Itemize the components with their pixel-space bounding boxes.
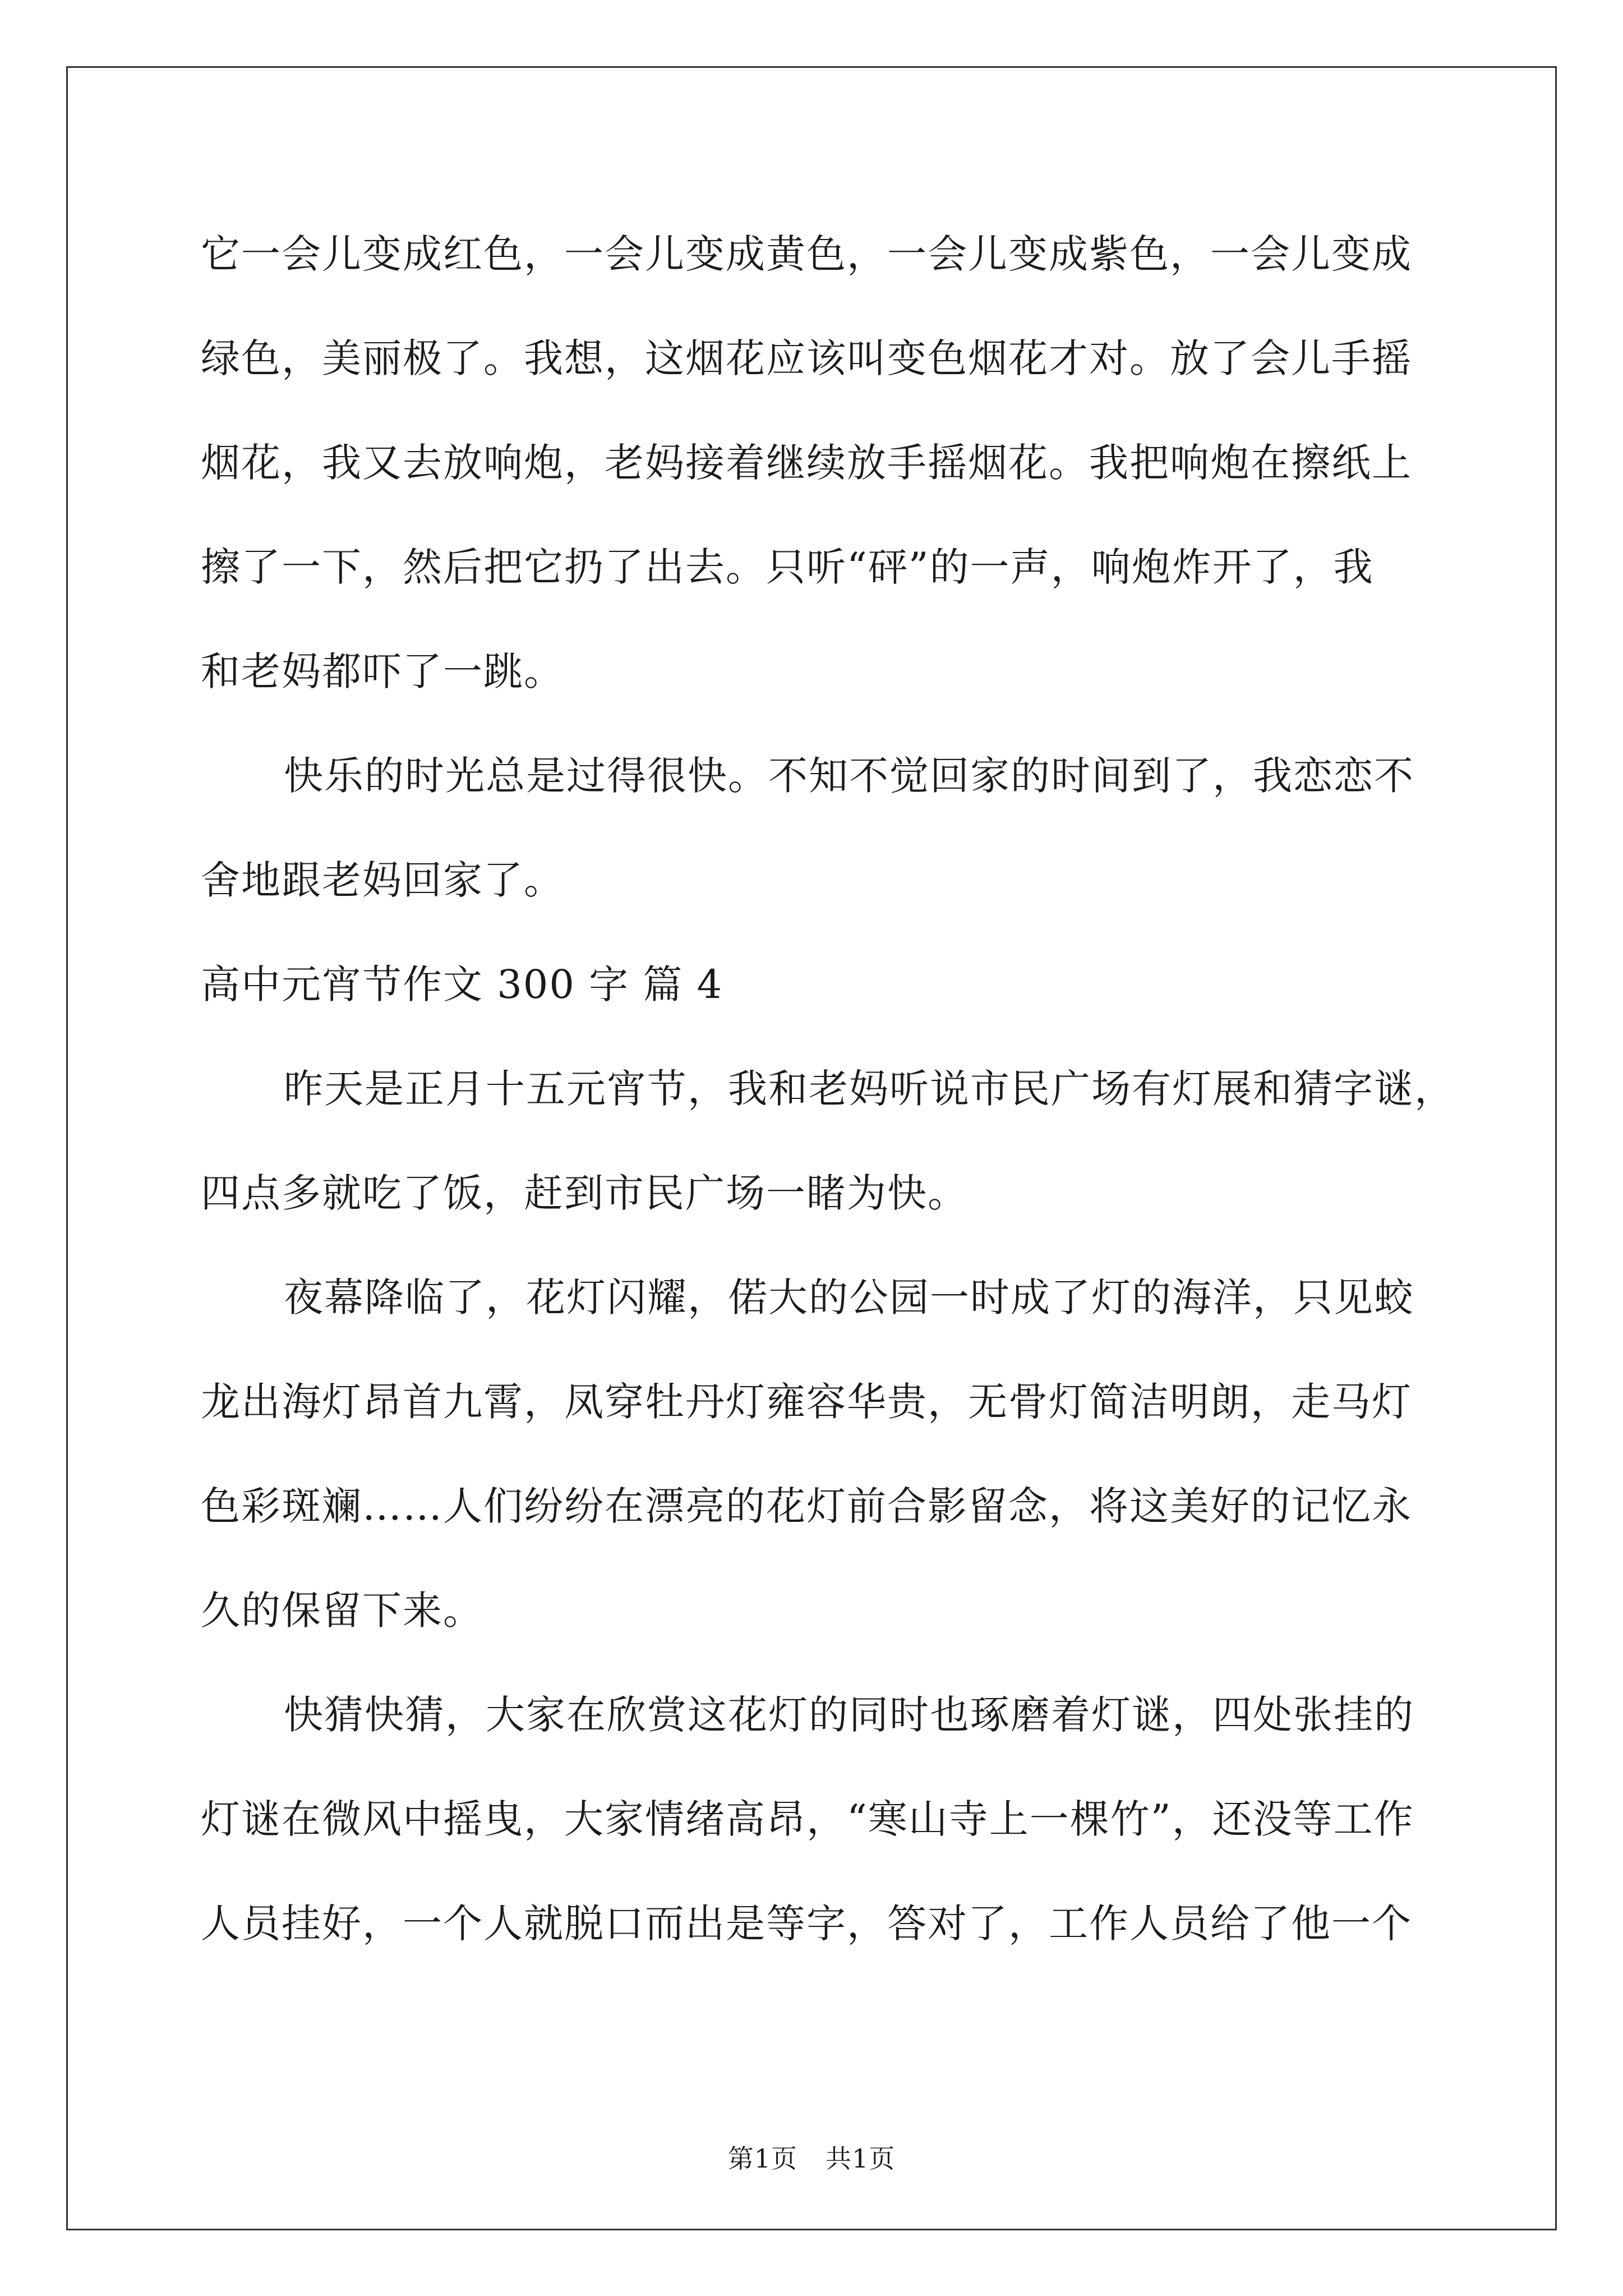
text-line-13: 色彩斑斓……人们纷纷在漂亮的花灯前合影留念，将这美好的记忆永 <box>201 1483 1412 1529</box>
text-line-2: 绿色，美丽极了。我想，这烟花应该叫变色烟花才对。放了会儿手摇 <box>201 335 1412 381</box>
text-line-16: 灯谜在微风中摇曳，大家情绪高昂，“寒山寺上一棵竹”，还没等工作 <box>201 1796 1414 1842</box>
text-line-6: 快乐的时光总是过得很快。不知不觉回家的时间到了，我恋恋不 <box>284 753 1414 799</box>
page-number-current: 第1页 <box>727 2143 797 2174</box>
text-line-1: 它一会儿变成红色，一会儿变成黄色，一会儿变成紫色，一会儿变成 <box>201 231 1412 277</box>
text-line-7: 舍地跟老妈回家了。 <box>201 857 564 903</box>
page-footer <box>0 2138 1623 2175</box>
text-line-9: 昨天是正月十五元宵节，我和老妈听说市民广场有灯展和猜字谜， <box>284 1066 1455 1112</box>
text-line-15: 快猜快猜，大家在欣赏这花灯的同时也琢磨着灯谜，四处张挂的 <box>284 1692 1414 1738</box>
text-line-14: 久的保留下来。 <box>201 1588 483 1634</box>
section-heading: 高中元宵节作文 300 字 篇 4 <box>201 961 723 1007</box>
document-body <box>201 202 1455 1976</box>
text-line-12: 龙出海灯昂首九霄，凤穿牡丹灯雍容华贵，无骨灯简洁明朗，走马灯 <box>201 1379 1412 1425</box>
text-line-11: 夜幕降临了，花灯闪耀，偌大的公园一时成了灯的海洋，只见蛟 <box>284 1274 1414 1320</box>
page-number-total: 共1页 <box>826 2143 896 2174</box>
text-line-5: 和老妈都吓了一跳。 <box>201 648 564 694</box>
text-line-10: 四点多就吃了饭，赶到市民广场一睹为快。 <box>201 1170 968 1216</box>
text-line-17: 人员挂好，一个人就脱口而出是等字，答对了，工作人员给了他一个 <box>201 1901 1412 1947</box>
text-line-3: 烟花，我又去放响炮，老妈接着继续放手摇烟花。我把响炮在擦纸上 <box>201 440 1412 486</box>
text-line-4: 擦了一下，然后把它扔了出去。只听“砰”的一声，响炮炸开了，我 <box>201 544 1374 590</box>
